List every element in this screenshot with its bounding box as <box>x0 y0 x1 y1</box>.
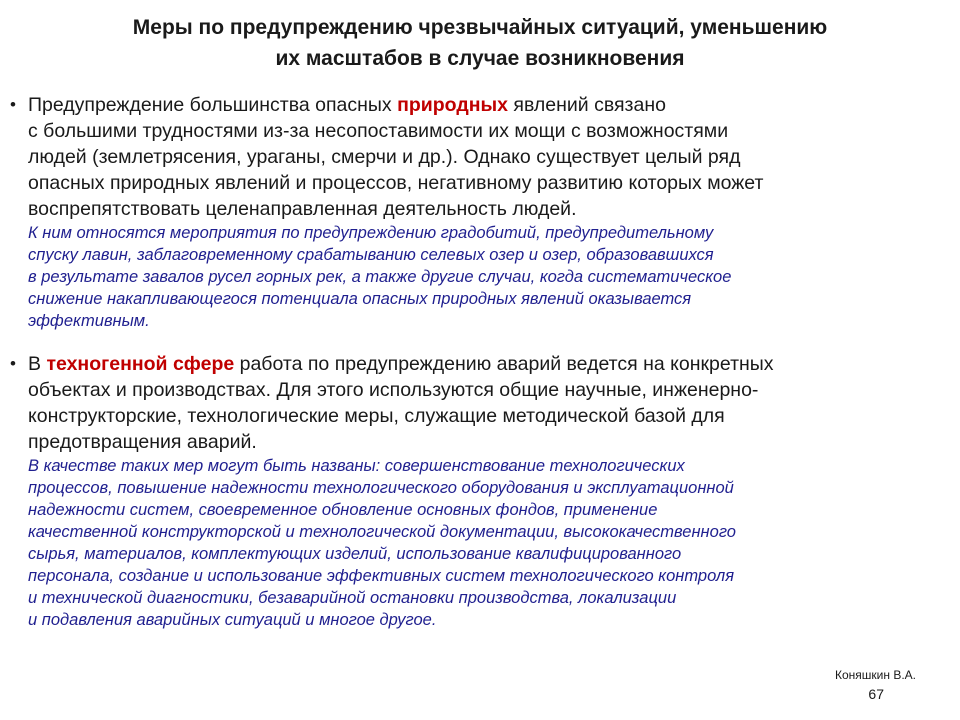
bullet-technogenic-sphere <box>10 351 955 631</box>
bullet-body <box>28 351 955 631</box>
highlighted-term: природных <box>397 94 508 116</box>
page-number: 67 <box>868 686 884 702</box>
note-line: сырья, материалов, комплектующих изделий, использование квалифицированного <box>28 545 682 563</box>
note-line: снижение накапливающегося потенциала опасных природных явлений оказывается <box>28 290 692 308</box>
note-line: качественной конструкторской и технологической документации, высококачественного <box>28 523 736 541</box>
bullet-line: воспрепятствовать целенаправленная деятельность людей. <box>28 198 577 220</box>
slide-title <box>40 12 920 74</box>
bullet-line-text: Предупреждение большинства опасных <box>28 94 398 116</box>
bullet-dot-icon: • <box>10 354 16 373</box>
bullet-line <box>28 92 955 118</box>
bullet-line: объектах и производствах. Для этого используются общие научные, инженерно- <box>28 379 759 401</box>
bullet-line-text: работа по предупреждению аварий ведется на конкретных <box>234 353 774 375</box>
author-name: Коняшкин В.А. <box>834 668 916 682</box>
bullet-line <box>28 351 955 377</box>
bullet-line: предотвращения аварий. <box>28 431 257 453</box>
note-line: К ним относятся мероприятия по предупреждению градобитий, предупредительному <box>28 224 714 242</box>
bullet-line-text: В <box>28 353 47 375</box>
note-line: персонала, создание и использование эффективных систем технологического контроля <box>28 567 735 585</box>
note-line: спуску лавин, заблаговременному срабатыванию селевых озер и озер, образовавшихся <box>28 246 714 264</box>
bullet-dot-icon: • <box>10 95 16 114</box>
note-line: процессов, повышение надежности технологического оборудования и эксплуатационной <box>28 479 734 497</box>
note-line: В качестве таких мер могут быть названы: совершенствование технологических <box>28 457 685 475</box>
bullet-natural-hazards <box>10 92 955 332</box>
bullet-body <box>28 92 955 332</box>
note-line: и технической диагностики, безаварийной остановки производства, локализации <box>28 589 677 607</box>
slide-title-line-2: их масштабов в случае возникновения <box>275 47 685 70</box>
bullet-line: конструкторские, технологические меры, служащие методической базой для <box>28 405 725 427</box>
bullet-line: с большими трудностями из-за несопоставимости их мощи с возможностями <box>28 120 729 142</box>
note-line: в результате завалов русел горных рек, а также другие случаи, когда систематическое <box>28 268 732 286</box>
highlighted-term: техногенной сфере <box>46 353 235 375</box>
bullet-line-text: явлений связано <box>508 94 666 116</box>
note-line: и подавления аварийных ситуаций и многое другое. <box>28 611 437 629</box>
slide-title-line-1: Меры по предупреждению чрезвычайных ситуаций, уменьшению <box>132 16 828 39</box>
note-line: эффективным. <box>28 312 150 330</box>
bullet-line: опасных природных явлений и процессов, негативному развитию которых может <box>28 172 764 194</box>
bullet-line: людей (землетрясения, ураганы, смерчи и др.). Однако существует целый ряд <box>28 146 741 168</box>
note-line: надежности систем, своевременное обновление основных фондов, применение <box>28 501 658 519</box>
